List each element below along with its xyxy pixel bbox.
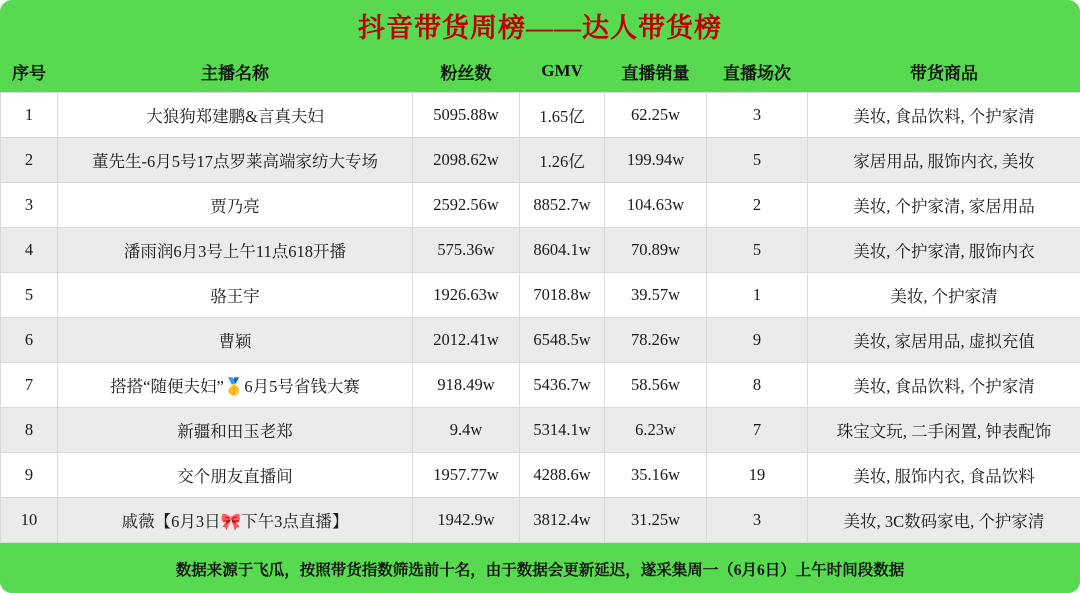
cell-products: 美妆, 个护家清, 服饰内衣 <box>808 228 1080 273</box>
cell-fans-count: 9.4w <box>413 408 520 453</box>
page-title: 抖音带货周榜——达人带货榜 <box>358 12 722 43</box>
cell-streamer-name: 骆王宇 <box>58 273 413 318</box>
cell-rank: 1 <box>1 93 58 138</box>
cell-live-sessions: 5 <box>707 228 808 273</box>
cell-streamer-name: 戚薇【6月3日🎀下午3点直播】 <box>58 498 413 543</box>
cell-live-sessions: 19 <box>707 453 808 498</box>
cell-fans-count: 1926.63w <box>413 273 520 318</box>
table-row <box>1 408 1080 453</box>
cell-fans-count: 5095.88w <box>413 93 520 138</box>
cell-fans-count: 1942.9w <box>413 498 520 543</box>
table-row <box>1 228 1080 273</box>
cell-live-sales: 31.25w <box>605 498 707 543</box>
column-header-rank: 序号 <box>1 50 58 93</box>
table-row <box>1 318 1080 363</box>
cell-live-sessions: 9 <box>707 318 808 363</box>
table-header <box>1 50 1080 93</box>
cell-streamer-name: 贾乃亮 <box>58 183 413 228</box>
cell-fans-count: 1957.77w <box>413 453 520 498</box>
cell-rank: 4 <box>1 228 58 273</box>
cell-live-sales: 199.94w <box>605 138 707 183</box>
ranking-table <box>0 50 1080 543</box>
cell-gmv: 3812.4w <box>520 498 605 543</box>
column-header-fans-count: 粉丝数 <box>413 50 520 93</box>
cell-streamer-name: 潘雨润6月3号上午11点618开播 <box>58 228 413 273</box>
cell-gmv: 8604.1w <box>520 228 605 273</box>
cell-gmv: 5436.7w <box>520 363 605 408</box>
cell-live-sessions: 8 <box>707 363 808 408</box>
table-row <box>1 93 1080 138</box>
footer-note: 数据来源于飞瓜，按照带货指数筛选前十名，由于数据会更新延迟，遂采集周一（6月6日）上午时间段数据 <box>0 543 1080 593</box>
cell-live-sales: 39.57w <box>605 273 707 318</box>
cell-live-sessions: 1 <box>707 273 808 318</box>
column-header-live-sessions: 直播场次 <box>707 50 808 93</box>
cell-rank: 8 <box>1 408 58 453</box>
cell-live-sessions: 5 <box>707 138 808 183</box>
cell-products: 美妆, 家居用品, 虚拟充值 <box>808 318 1080 363</box>
cell-live-sales: 35.16w <box>605 453 707 498</box>
cell-fans-count: 2098.62w <box>413 138 520 183</box>
cell-live-sessions: 2 <box>707 183 808 228</box>
cell-gmv: 1.65亿 <box>520 93 605 138</box>
cell-rank: 3 <box>1 183 58 228</box>
cell-rank: 6 <box>1 318 58 363</box>
cell-gmv: 5314.1w <box>520 408 605 453</box>
table-row <box>1 183 1080 228</box>
cell-fans-count: 2592.56w <box>413 183 520 228</box>
column-header-live-sales: 直播销量 <box>605 50 707 93</box>
cell-live-sessions: 3 <box>707 93 808 138</box>
cell-live-sales: 58.56w <box>605 363 707 408</box>
cell-live-sessions: 7 <box>707 408 808 453</box>
table-row <box>1 273 1080 318</box>
cell-live-sessions: 3 <box>707 498 808 543</box>
cell-streamer-name: 大狼狗郑建鹏&言真夫妇 <box>58 93 413 138</box>
cell-fans-count: 575.36w <box>413 228 520 273</box>
table-row <box>1 363 1080 408</box>
cell-live-sales: 78.26w <box>605 318 707 363</box>
cell-rank: 7 <box>1 363 58 408</box>
cell-streamer-name: 董先生-6月5号17点罗莱高端家纺大专场 <box>58 138 413 183</box>
cell-live-sales: 62.25w <box>605 93 707 138</box>
table-row <box>1 498 1080 543</box>
cell-products: 家居用品, 服饰内衣, 美妆 <box>808 138 1080 183</box>
cell-products: 珠宝文玩, 二手闲置, 钟表配饰 <box>808 408 1080 453</box>
cell-streamer-name: 搭搭“随便夫妇”🥇6月5号省钱大赛 <box>58 363 413 408</box>
cell-gmv: 7018.8w <box>520 273 605 318</box>
cell-rank: 2 <box>1 138 58 183</box>
cell-gmv: 4288.6w <box>520 453 605 498</box>
cell-products: 美妆, 3C数码家电, 个护家清 <box>808 498 1080 543</box>
cell-gmv: 6548.5w <box>520 318 605 363</box>
cell-live-sales: 6.23w <box>605 408 707 453</box>
cell-products: 美妆, 食品饮料, 个护家清 <box>808 363 1080 408</box>
cell-products: 美妆, 个护家清, 家居用品 <box>808 183 1080 228</box>
cell-live-sales: 104.63w <box>605 183 707 228</box>
cell-streamer-name: 曹颖 <box>58 318 413 363</box>
table-body <box>1 93 1080 543</box>
cell-streamer-name: 新疆和田玉老郑 <box>58 408 413 453</box>
header-row <box>1 50 1080 93</box>
cell-fans-count: 2012.41w <box>413 318 520 363</box>
column-header-products: 带货商品 <box>808 50 1080 93</box>
column-header-gmv: GMV <box>520 50 605 93</box>
table-row <box>1 138 1080 183</box>
column-header-streamer-name: 主播名称 <box>58 50 413 93</box>
cell-fans-count: 918.49w <box>413 363 520 408</box>
cell-live-sales: 70.89w <box>605 228 707 273</box>
cell-gmv: 8852.7w <box>520 183 605 228</box>
cell-products: 美妆, 个护家清 <box>808 273 1080 318</box>
cell-gmv: 1.26亿 <box>520 138 605 183</box>
cell-rank: 10 <box>1 498 58 543</box>
table-row <box>1 453 1080 498</box>
cell-streamer-name: 交个朋友直播间 <box>58 453 413 498</box>
cell-products: 美妆, 食品饮料, 个护家清 <box>808 93 1080 138</box>
cell-rank: 5 <box>1 273 58 318</box>
cell-rank: 9 <box>1 453 58 498</box>
cell-products: 美妆, 服饰内衣, 食品饮料 <box>808 453 1080 498</box>
